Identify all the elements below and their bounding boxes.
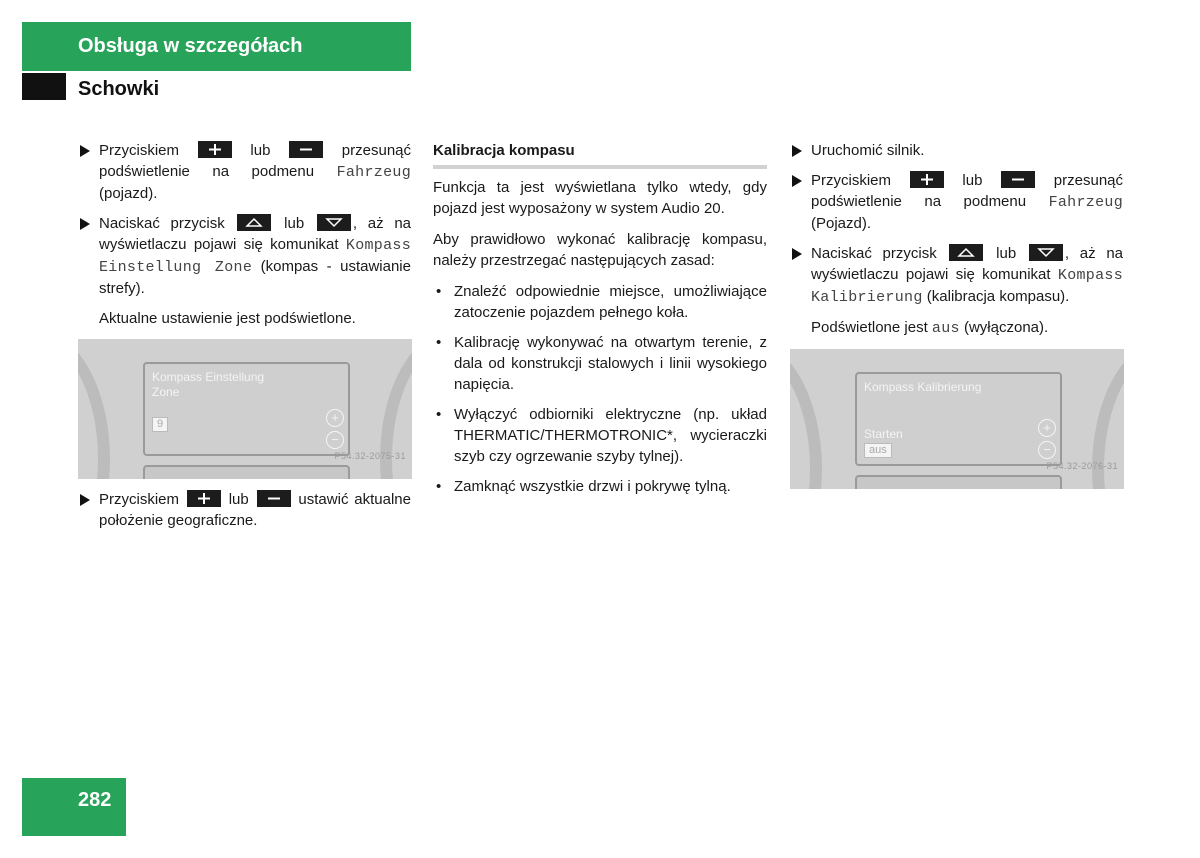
down-key-icon (1029, 244, 1063, 261)
lower-screen (143, 465, 350, 479)
step-item (790, 243, 1123, 308)
text: lub (996, 245, 1017, 262)
list-item: • Wyłączyć odbiorniki elektryczne (np. układ THERMATIC/THERMOTRONIC*, wycieraczki szyb czy ogrzewanie szyby tylnej). (433, 404, 767, 467)
chapter-header: Obsługa w szczegółach (22, 22, 411, 71)
display-text: Kompass Einstellung Zone (152, 370, 265, 399)
bullet-list (433, 281, 767, 497)
down-key-icon (317, 214, 351, 231)
text: Przyciskiem (811, 172, 892, 189)
text: Uruchomić silnik. (811, 142, 925, 159)
minus-circle-icon: − (1038, 441, 1056, 459)
display-screen (143, 362, 350, 456)
arrow-icon (80, 218, 90, 230)
up-key-icon (237, 214, 271, 231)
instrument-display-image (78, 339, 412, 479)
column-1 (78, 140, 411, 540)
list-item: • Znaleźć odpowiednie miejsce, umożliwiające zatoczenie pojazdem pełnego koła. (433, 281, 767, 323)
text: , aż na wyświetlaczu pojawi się komunikat (99, 215, 412, 253)
column-3 (790, 140, 1123, 499)
list-item: • Zamknąć wszystkie drzwi i pokrywę tylną. (433, 476, 767, 497)
column-2 (433, 140, 767, 506)
text: ustawić aktualne położenie geograficzne. (99, 491, 411, 529)
page-number: 282 (22, 778, 126, 836)
text: (Pojazd). (811, 215, 872, 232)
text: Przyciskiem (99, 142, 180, 159)
figure-code: P54.32-2075-31 (334, 451, 406, 461)
list-item: • Kalibrację wykonywać na otwartym terenie, z dala od konstrukcji stalowych i linii wysokiego napięcia. (433, 332, 767, 395)
arrow-icon (792, 175, 802, 187)
left-gauge (790, 349, 822, 489)
instrument-display-image (790, 349, 1124, 489)
plus-key-icon (187, 490, 221, 507)
left-gauge (78, 339, 110, 479)
section-heading: Kalibracja kompasu (433, 140, 767, 169)
up-key-icon (949, 244, 983, 261)
lower-screen (855, 475, 1062, 489)
text: lub (228, 491, 249, 508)
text: przesunąć podświetlenie na podmenu (99, 142, 412, 180)
text: Przyciskiem (99, 491, 180, 508)
display-value: aus (864, 443, 892, 458)
minus-key-icon (1001, 171, 1035, 188)
plus-circle-icon: + (326, 409, 344, 427)
section-title: Schowki (78, 78, 160, 100)
display-screen (855, 372, 1062, 466)
text: lub (250, 142, 271, 159)
message-code: Kompass Einstellung Zone (99, 237, 412, 276)
step-item (78, 213, 411, 299)
minus-circle-icon: − (326, 431, 344, 449)
section-marker (22, 73, 66, 100)
text: (pojazd). (99, 185, 158, 202)
message-code: Kompass Kalibrierung (811, 267, 1124, 306)
arrow-icon (792, 145, 802, 157)
display-text: Kompass Kalibrierung (864, 380, 982, 394)
plus-circle-icon: + (1038, 419, 1056, 437)
text: lub (962, 172, 983, 189)
arrow-icon (792, 248, 802, 260)
text: lub (284, 215, 305, 232)
display-text: Starten (864, 427, 903, 441)
text: , aż na wyświetlaczu pojawi się komunikat (811, 245, 1124, 283)
menu-code: Fahrzeug (336, 164, 411, 181)
figure-code: P54.32-2076-31 (1046, 461, 1118, 471)
note: Aktualne ustawienie jest podświetlone. (99, 310, 356, 327)
plus-key-icon (910, 171, 944, 188)
note: Podświetlone jest aus (wyłączona). (811, 319, 1049, 337)
step-item (790, 170, 1123, 234)
menu-code: Fahrzeug (1048, 194, 1123, 211)
paragraph: Funkcja ta jest wyświetlana tylko wtedy, gdy pojazd jest wyposażony w system Audio 20. (433, 179, 767, 217)
arrow-icon (80, 494, 90, 506)
paragraph: Aby prawidłowo wykonać kalibrację kompasu, należy przestrzegać następujących zasad: (433, 231, 767, 269)
minus-key-icon (289, 141, 323, 158)
step-item (790, 140, 1123, 161)
minus-key-icon (257, 490, 291, 507)
text: przesunąć podświetlenie na podmenu (811, 172, 1124, 210)
step-item (78, 140, 411, 204)
display-value: 9 (152, 417, 168, 432)
plus-key-icon (198, 141, 232, 158)
step-item (78, 489, 411, 531)
text: Naciskać przycisk (99, 215, 225, 232)
text: Naciskać przycisk (811, 245, 937, 262)
text: (kalibracja kompasu). (926, 288, 1070, 305)
text: (kompas - ustawianie strefy). (99, 258, 411, 297)
arrow-icon (80, 145, 90, 157)
